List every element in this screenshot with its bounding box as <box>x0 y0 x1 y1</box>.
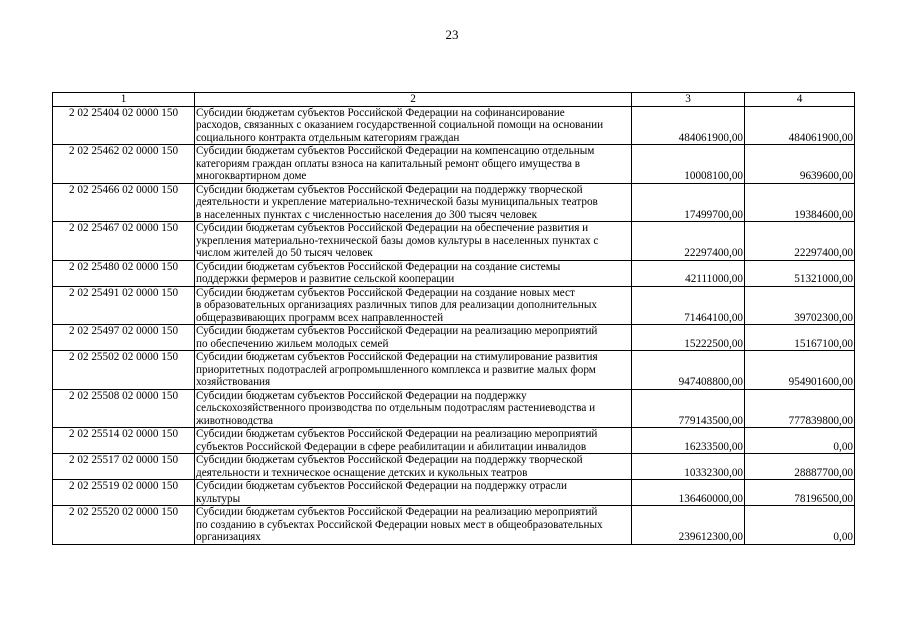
subsidy-description <box>195 145 632 184</box>
amount-col-3: 239612300,00 <box>632 506 745 545</box>
revenue-code: 2 02 25502 02 0000 150 <box>53 351 195 390</box>
amount-col-3: 947408800,00 <box>632 351 745 390</box>
revenue-code: 2 02 25520 02 0000 150 <box>53 506 195 545</box>
revenue-code: 2 02 25480 02 0000 150 <box>53 260 195 286</box>
header-row <box>53 93 855 107</box>
description-line: категориям граждан оплаты взноса на капитальный ремонт общего имущества в <box>196 157 580 170</box>
description-line: Субсидии бюджетам субъектов Российской Федерации на реализацию мероприятий <box>196 506 598 518</box>
amount-col-3: 17499700,00 <box>632 183 745 222</box>
amount-col-4: 0,00 <box>745 428 855 454</box>
amount-col-3: 42111000,00 <box>632 260 745 286</box>
page-number: 23 <box>445 27 459 42</box>
description-line: числом жителей до 50 тысяч человек <box>196 247 373 259</box>
description-line: Субсидии бюджетам субъектов Российской Федерации на поддержку творческой <box>196 183 583 196</box>
table-row <box>53 389 855 428</box>
revenue-code: 2 02 25519 02 0000 150 <box>53 480 195 506</box>
description-line: Субсидии бюджетам субъектов Российской Федерации на реализацию мероприятий <box>196 428 598 440</box>
description-line: приоритетных подотраслей агропромышленного комплекса и развитие малых форм <box>196 363 596 376</box>
header-col-2: 2 <box>195 93 632 107</box>
amount-col-3: 10332300,00 <box>632 454 745 480</box>
subsidy-description <box>195 454 632 480</box>
description-line: Субсидии бюджетам субъектов Российской Федерации на поддержку <box>196 389 527 402</box>
description-line: хозяйствования <box>196 376 271 388</box>
description-line: расходов, связанных с оказанием государственной социальной помощи на основании <box>196 119 604 131</box>
amount-col-4: 484061900,00 <box>745 106 855 145</box>
subsidy-description <box>195 260 632 286</box>
amount-col-4: 954901600,00 <box>745 351 855 390</box>
description-line: Субсидии бюджетам субъектов Российской Федерации на создание системы <box>196 260 561 273</box>
table-row <box>53 145 855 184</box>
description-line: Субсидии бюджетам субъектов Российской Федерации на реализацию мероприятий <box>196 325 598 337</box>
table-row <box>53 222 855 261</box>
description-line: Субсидии бюджетам субъектов Российской Федерации на поддержку творческой <box>196 454 583 466</box>
amount-col-3: 16233500,00 <box>632 428 745 454</box>
revenue-code: 2 02 25491 02 0000 150 <box>53 286 195 325</box>
description-line: субъектов Российской Федерации в сфере реабилитации и абилитации инвалидов <box>196 440 587 453</box>
revenue-code: 2 02 25462 02 0000 150 <box>53 145 195 184</box>
subsidy-description <box>195 480 632 506</box>
amount-col-4: 22297400,00 <box>745 222 855 261</box>
revenue-code: 2 02 25404 02 0000 150 <box>53 106 195 145</box>
budget-table <box>52 92 855 545</box>
description-line: укрепления материально-технической базы домов культуры в населенных пунктах с <box>196 234 599 247</box>
description-line: Субсидии бюджетам субъектов Российской Федерации на поддержку отрасли <box>196 480 567 492</box>
amount-col-4: 9639600,00 <box>745 145 855 184</box>
amount-col-3: 10008100,00 <box>632 145 745 184</box>
description-line: деятельности и техническое оснащение детских и кукольных театров <box>196 466 528 479</box>
description-line: в населенных пунктах с численностью населения до 300 тысяч человек <box>196 208 538 221</box>
table-header <box>53 93 855 107</box>
subsidy-description <box>195 183 632 222</box>
description-line: животноводства <box>196 414 273 427</box>
amount-col-4: 777839800,00 <box>745 389 855 428</box>
description-line: Субсидии бюджетам субъектов Российской Федерации на софинансирование <box>196 106 565 119</box>
table-row <box>53 351 855 390</box>
amount-col-4: 78196500,00 <box>745 480 855 506</box>
subsidy-description <box>195 428 632 454</box>
description-line: социального контракта отдельным категориям граждан <box>196 131 460 144</box>
amount-col-3: 484061900,00 <box>632 106 745 145</box>
amount-col-4: 0,00 <box>745 506 855 545</box>
description-line: по обеспечению жильем молодых семей <box>196 337 389 350</box>
amount-col-3: 15222500,00 <box>632 325 745 351</box>
amount-col-4: 19384600,00 <box>745 183 855 222</box>
amount-col-4: 39702300,00 <box>745 286 855 325</box>
revenue-code: 2 02 25508 02 0000 150 <box>53 389 195 428</box>
amount-col-4: 15167100,00 <box>745 325 855 351</box>
header-col-4: 4 <box>745 93 855 107</box>
amount-col-3: 136460000,00 <box>632 480 745 506</box>
table-row <box>53 106 855 145</box>
description-line: Субсидии бюджетам субъектов Российской Федерации на создание новых мест <box>196 286 575 299</box>
revenue-code: 2 02 25467 02 0000 150 <box>53 222 195 261</box>
description-line: по созданию в субъектах Российской Федерации новых мест в общеобразовательных <box>196 518 603 531</box>
revenue-code: 2 02 25466 02 0000 150 <box>53 183 195 222</box>
description-line: деятельности и укрепление материально-технической базы муниципальных театров <box>196 196 598 208</box>
amount-col-3: 779143500,00 <box>632 389 745 428</box>
description-line: культуры <box>196 492 241 505</box>
header-col-3: 3 <box>632 93 745 107</box>
amount-col-3: 22297400,00 <box>632 222 745 261</box>
subsidy-description <box>195 351 632 390</box>
revenue-code: 2 02 25517 02 0000 150 <box>53 454 195 480</box>
revenue-code: 2 02 25514 02 0000 150 <box>53 428 195 454</box>
subsidy-description <box>195 325 632 351</box>
subsidy-description <box>195 106 632 145</box>
description-line: Субсидии бюджетам субъектов Российской Федерации на стимулирование развития <box>196 351 598 363</box>
table-body <box>53 106 855 544</box>
table-row <box>53 454 855 480</box>
description-line: общеразвивающих программ всех направленностей <box>196 311 444 324</box>
description-line: организациях <box>196 531 261 543</box>
subsidy-description <box>195 506 632 545</box>
subsidy-description <box>195 222 632 261</box>
subsidy-description <box>195 286 632 325</box>
table-row <box>53 286 855 325</box>
amount-col-4: 51321000,00 <box>745 260 855 286</box>
table-row <box>53 325 855 351</box>
table-row <box>53 260 855 286</box>
revenue-code: 2 02 25497 02 0000 150 <box>53 325 195 351</box>
table-row <box>53 480 855 506</box>
header-col-1: 1 <box>53 93 195 107</box>
description-line: Субсидии бюджетам субъектов Российской Федерации на обеспечение развития и <box>196 222 589 234</box>
table-row <box>53 428 855 454</box>
description-line: Субсидии бюджетам субъектов Российской Федерации на компенсацию отдельным <box>196 145 595 157</box>
description-line: поддержки фермеров и развитие сельской кооперации <box>196 273 455 285</box>
description-line: многоквартирном доме <box>196 170 307 182</box>
table-row <box>53 183 855 222</box>
description-line: сельскохозяйственного производства по отдельным подотраслям растениеводства и <box>196 402 596 414</box>
amount-col-3: 71464100,00 <box>632 286 745 325</box>
description-line: в образовательных организациях различных типов для реализации дополнительных <box>196 299 597 311</box>
table-row <box>53 506 855 545</box>
subsidy-description <box>195 389 632 428</box>
amount-col-4: 28887700,00 <box>745 454 855 480</box>
